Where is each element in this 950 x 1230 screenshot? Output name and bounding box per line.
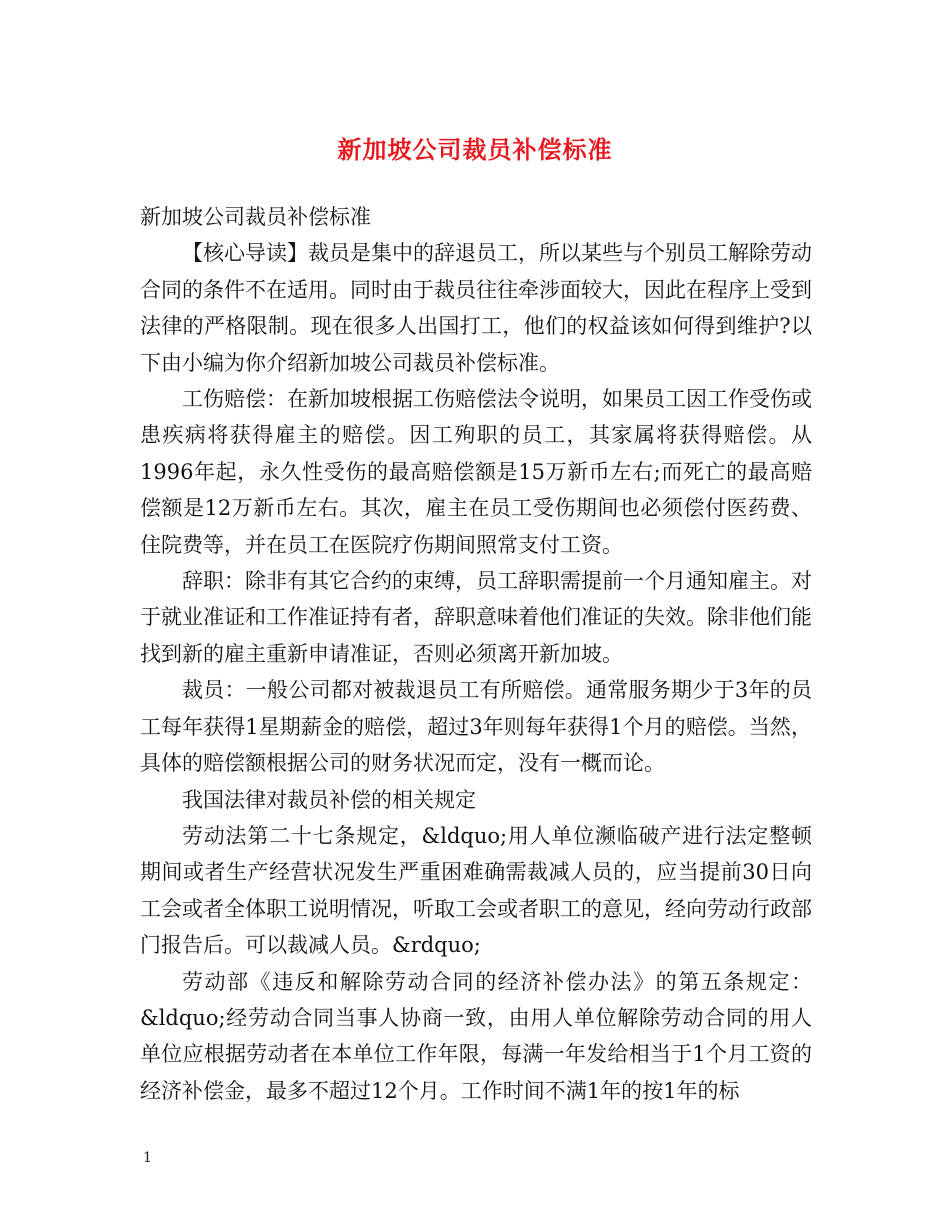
document-subtitle: 新加坡公司裁员补偿标准 bbox=[140, 205, 371, 229]
document-body bbox=[140, 199, 812, 1109]
section-heading-china-law: 我国法律对裁员补偿的相关规定 bbox=[182, 787, 476, 812]
document-title: 新加坡公司裁员补偿标准 bbox=[337, 135, 613, 164]
paragraph-resignation: 辞职：除非有其它合约的束缚，员工辞职需提前一个月通知雇主。对于就业准证和工作准证持有者，辞职意味着他们准证的失效。除非他们能找到新的雇主重新申请准证，否则必须离开新加坡。 bbox=[140, 569, 812, 666]
page-number: 1 bbox=[143, 1150, 152, 1166]
paragraph-layoff: 裁员：一般公司都对被裁退员工有所赔偿。通常服务期少于3年的员工每年获得1星期薪金的赔偿，超过3年则每年获得1个月的赔偿。当然，具体的赔偿额根据公司的财务状况而定，没有一概而论。 bbox=[140, 678, 812, 776]
paragraph-labor-law-article-27: 劳动法第二十七条规定，&ldquo;用人单位濒临破产进行法定整顿期间或者生产经营状况发生严重困难确需裁减人员的，应当提前30日向工会或者全体职工说明情况，听取工会或者职工的意见，经向劳动行政部门报告后。可以裁减人员。&rdquo; bbox=[140, 823, 812, 958]
paragraph-compensation-measures-article-5: 劳动部《违反和解除劳动合同的经济补偿办法》的第五条规定：&ldquo;经劳动合同当事人协商一致，由用人单位解除劳动合同的用人单位应根据劳动者在本单位工作年限，每满一年发给相当于1个月工资的经济补偿金，最多不超过12个月。工作时间不满1年的按1年的标 bbox=[140, 969, 812, 1103]
paragraph-injury-compensation: 工伤赔偿：在新加坡根据工伤赔偿法令说明，如果员工因工作受伤或患疾病将获得雇主的赔偿。因工殉职的员工，其家属将获得赔偿。从1996年起，永久性受伤的最高赔偿额是15万新币左右;而死亡的最高赔偿额是12万新币左右。其次，雇主在员工受伤期间也必须偿付医药费、住院费等，并在员工在医院疗伤期间照常支付工资。 bbox=[140, 387, 812, 557]
paragraph-intro: 【核心导读】裁员是集中的辞退员工，所以某些与个别员工解除劳动合同的条件不在适用。同时由于裁员往往牵涉面较大，因此在程序上受到法律的严格限制。现在很多人出国打工，他们的权益该如何得到维护?以下由小编为你介绍新加坡公司裁员补偿标准。 bbox=[140, 241, 812, 375]
